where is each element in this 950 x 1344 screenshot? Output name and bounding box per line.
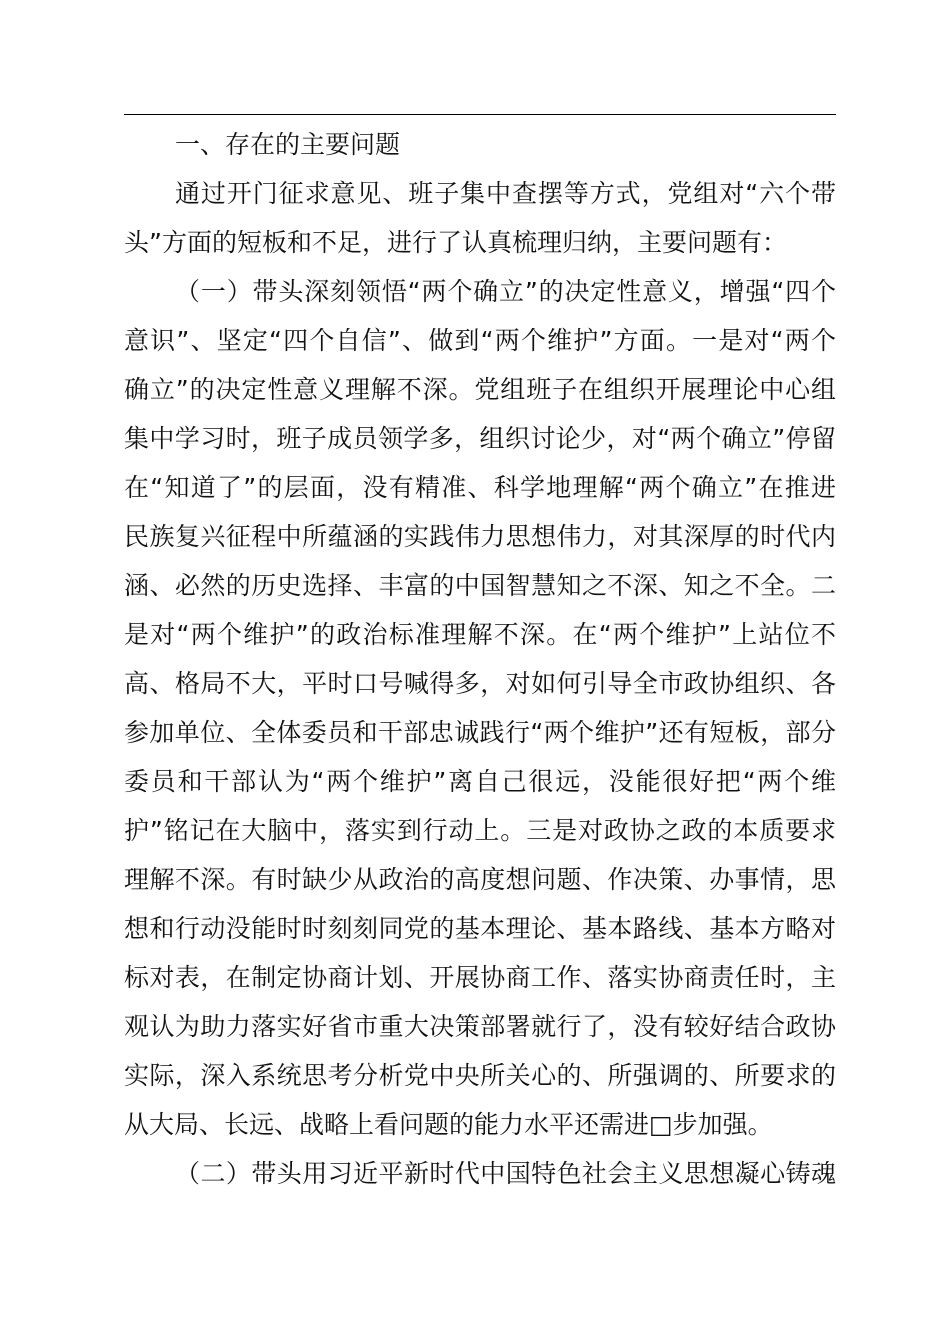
- paragraph-2-line-12: 护”铭记在大脑中，落实到行动上。三是对政协之政的本质要求: [124, 816, 836, 845]
- paragraph-2-line-11: 委员和干部认为“两个维护”离自己很远，没能很好把“两个维: [124, 767, 836, 796]
- paragraph-2-line-17: 实际，深入系统思考分析党中央所关心的、所强调的、所要求的: [124, 1061, 836, 1090]
- paragraph-1-line-1: 通过开门征求意见、班子集中查摆等方式，党组对“六个带: [175, 179, 836, 208]
- paragraph-2-line-14: 想和行动没能时时刻刻同党的基本理论、基本路线、基本方略对: [124, 914, 836, 943]
- paragraph-2-line-8: 是对“两个维护”的政治标准理解不深。在“两个维护”上站位不: [124, 620, 836, 649]
- paragraph-2-line-3: 确立”的决定性意义理解不深。党组班子在组织开展理论中心组: [124, 375, 836, 404]
- paragraph-2-line-9: 高、格局不大，平时口号喊得多，对如何引导全市政协组织、各: [124, 669, 836, 698]
- paragraph-2-line-15: 标对表，在制定协商计划、开展协商工作、落实协商责任时，主: [124, 963, 836, 992]
- paragraph-1-line-2: 头”方面的短板和不足，进行了认真梳理归纳，主要问题有：: [124, 228, 787, 257]
- paragraph-2-line-2: 意识”、坚定“四个自信”、做到“两个维护”方面。一是对“两个: [124, 326, 836, 355]
- paragraph-2-line-1: （一）带头深刻领悟“两个确立”的决定性意义，增强“四个: [175, 277, 836, 306]
- document-body: [124, 120, 836, 1198]
- paragraph-2-line-7: 涵、必然的历史选择、丰富的中国智慧知之不深、知之不全。二: [124, 571, 836, 600]
- paragraph-2-line-13: 理解不深。有时缺少从政治的高度想问题、作决策、办事情，思: [124, 865, 836, 894]
- header-rule: [124, 114, 836, 115]
- paragraph-2-line-18: 从大局、长远、战略上看问题的能力水平还需进□步加强。: [124, 1110, 773, 1139]
- paragraph-2-line-5: 在“知道了”的层面，没有精准、科学地理解“两个确立”在推进: [124, 473, 836, 502]
- paragraph-2-line-16: 观认为助力落实好省市重大决策部署就行了，没有较好结合政协: [124, 1012, 836, 1041]
- paragraph-2-line-4: 集中学习时，班子成员领学多，组织讨论少，对“两个确立”停留: [124, 424, 836, 453]
- section-heading: 一、存在的主要问题: [175, 130, 401, 159]
- paragraph-2-line-6: 民族复兴征程中所蕴涵的实践伟力思想伟力，对其深厚的时代内: [124, 522, 836, 551]
- paragraph-2-line-10: 参加单位、全体委员和干部忠诚践行“两个维护”还有短板，部分: [124, 718, 836, 747]
- paragraph-3-line-1: （二）带头用习近平新时代中国特色社会主义思想凝心铸魂: [175, 1159, 836, 1188]
